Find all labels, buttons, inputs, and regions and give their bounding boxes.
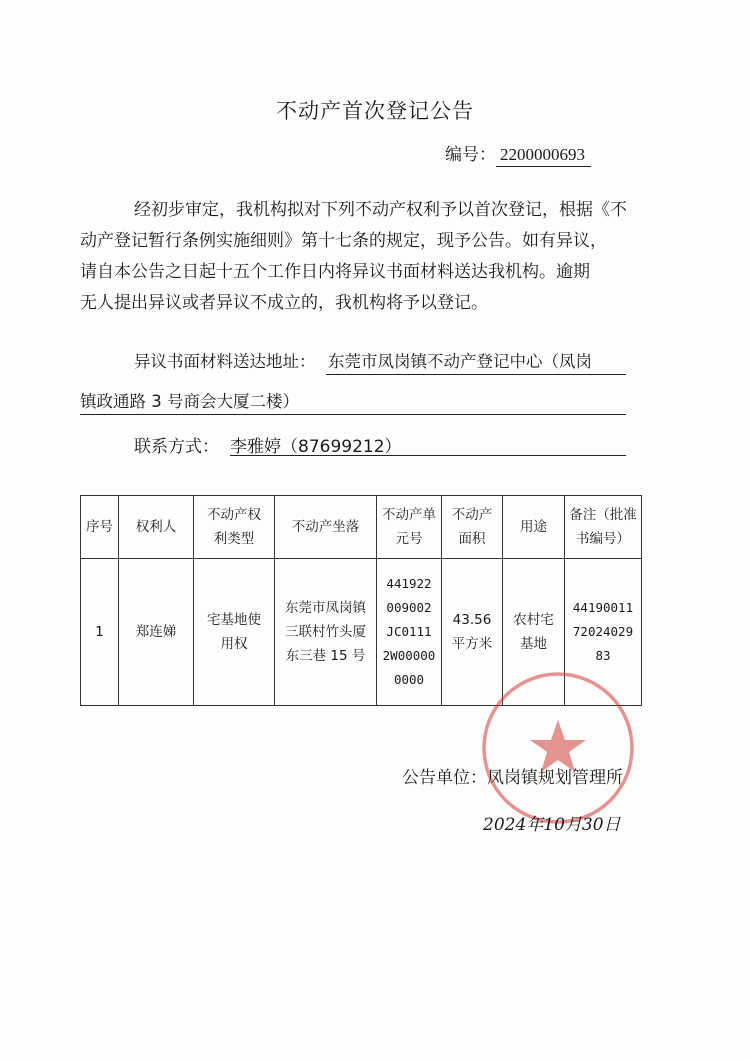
contact-info: [134, 432, 402, 457]
cell-right-type: 宅基地使 用权: [194, 559, 275, 706]
header-location: 不动产坐落: [275, 496, 377, 559]
header-remark: 备注（批准 书编号）: [565, 496, 642, 559]
cell-owner: 郑连娣: [119, 559, 194, 706]
body-line: 无人提出异议或者异议不成立的，我机构将予以登记。: [80, 293, 488, 313]
cell-location: 东莞市凤岗镇 三联村竹头厦 东三巷 15 号: [275, 559, 377, 706]
underline: [80, 414, 626, 415]
underline: [326, 374, 626, 375]
header-right-type: 不动产权 利类型: [194, 496, 275, 559]
official-seal: [478, 668, 638, 828]
underline: [230, 455, 626, 456]
issuer: 公告单位：凤岗镇规划管理所: [402, 768, 623, 788]
header-index: 序号: [81, 496, 119, 559]
contact-label: 联系方式：: [134, 437, 219, 457]
notice-number: [445, 140, 591, 167]
header-usage: 用途: [503, 496, 565, 559]
number-label: 编号：: [445, 145, 496, 165]
header-owner: 权利人: [119, 496, 194, 559]
address-label: 异议书面材料送达地址：: [134, 352, 316, 371]
contact-value: 李雅婷（87699212）: [230, 437, 402, 457]
document-title: 不动产首次登记公告: [276, 99, 474, 123]
header-unit-no: 不动产单 元号: [377, 496, 442, 559]
cell-area: 43.56 平方米: [442, 559, 503, 706]
body-paragraph: [80, 195, 640, 319]
header-area: 不动产 面积: [442, 496, 503, 559]
body-line: 动产登记暂行条例实施细则》第十七条的规定，现予公告。如有异议，: [80, 231, 607, 251]
cell-usage: 农村宅 基地: [503, 559, 565, 706]
body-line: 请自本公告之日起十五个工作日内将异议书面材料送达我机构。逾期: [80, 262, 590, 282]
number-value: 2200000693: [496, 145, 591, 167]
cell-remark: 44190011 72024029 83: [565, 559, 642, 706]
issue-date: 2024年10月30日: [483, 815, 621, 835]
cell-unit-no: 441922 009002 JC0111 2W00000 0000: [377, 559, 442, 706]
address-value-line2: 镇政通路 3 号商会大厦二楼）: [80, 392, 299, 411]
address-value-line1: 东莞市凤岗镇不动产登记中心（凤岗: [328, 352, 592, 371]
body-line: 经初步审定，我机构拟对下列不动产权利予以首次登记，根据《不: [134, 200, 627, 220]
cell-index: 1: [81, 559, 119, 706]
table-header-row: [81, 496, 642, 559]
